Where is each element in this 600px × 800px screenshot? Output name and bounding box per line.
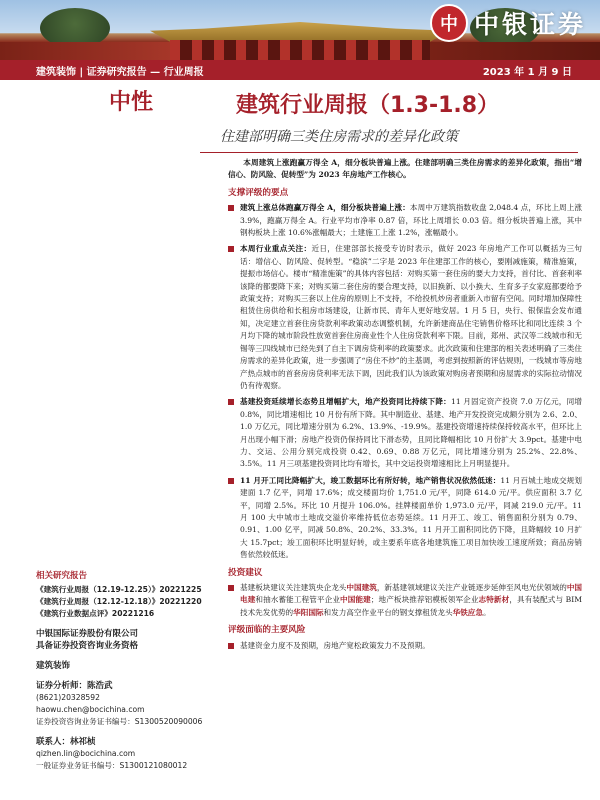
analyst-cert: 证券投资咨询业务证书编号：S1300520090006 <box>36 717 203 726</box>
point-item <box>228 396 582 470</box>
section-title-stocks: 投资建议 <box>228 567 263 578</box>
stock-name: 中国能建 <box>340 595 371 605</box>
point-body: 本周中万建筑指数收盘 2,048.4 点，环比上周上涨 3.9%，跑赢万得全 A。行业平均市净率 0.87 倍，环比上周增长 0.03 倍。细分板块普遍上涨，其中钢构板块上涨 10.6%涨幅最大；土建施工上涨 1.2%，涨幅最小。 <box>240 203 582 238</box>
stock-text: ；地产板块推荐铝模板领军企业 <box>370 595 479 605</box>
analyst-name: 证券分析师：陈浩武 <box>36 681 113 691</box>
stock-text: 和发力高空作业平台的钢支撑租赁龙头 <box>323 607 453 617</box>
main-content <box>228 157 582 656</box>
stock-name: 中国电建 <box>240 583 583 605</box>
title-divider <box>200 152 578 153</box>
sidebar <box>36 570 204 772</box>
breadcrumb-bar <box>0 60 600 80</box>
analyst-email[interactable]: haowu.chen@bocichina.com <box>36 705 145 714</box>
industry-label: 建筑装饰 <box>36 661 71 671</box>
related-report-link[interactable]: 《建筑行业周报（12.12-12.18）》20221220 <box>36 597 202 606</box>
bullet-square-icon <box>228 478 234 484</box>
point-head: 本周行业重点关注： <box>240 244 312 254</box>
header-banner <box>0 0 600 60</box>
stock-text: 和抽水蓄能工程管平企业 <box>255 595 341 605</box>
related-report-link[interactable]: 《建筑行业周报（12.19-12.25）》20221225 <box>36 585 202 594</box>
report-date: 2023 年 1 月 9 日 <box>482 66 572 78</box>
contact-cert: 一般证券业务证书编号：S1300121080012 <box>36 761 188 770</box>
section-title-risks: 评级面临的主要风险 <box>228 625 306 636</box>
stock-text: 。 <box>483 607 491 617</box>
section-title-points: 支撑评级的要点 <box>228 187 289 198</box>
risk-item <box>228 640 582 652</box>
point-head: 基建投资延续增长态势且增幅扩大，地产投资同比持续下降： <box>240 397 451 407</box>
page-subtitle: 住建部明确三类住房需求的差异化政策 <box>220 129 458 145</box>
risk-text: 基建资金力度不及预期，房地产宽松政策发力不及预期。 <box>240 640 430 650</box>
lead-summary: 本周建筑上涨跑赢万得全 A，细分板块普遍上涨。住建部明确三类住房需求的差异化政策，指出“增信心、防风险、促转型”为 2023 年房地产工作核心。 <box>228 158 582 180</box>
stock-recommendation <box>228 582 582 619</box>
contact-name: 联系人：林祁桢 <box>36 737 96 747</box>
analyst-phone: (8621)20328592 <box>36 693 100 702</box>
stock-name: 华铁应急 <box>452 607 483 617</box>
stock-name: 华阳国际 <box>293 607 324 617</box>
bullet-square-icon <box>228 585 234 591</box>
brand-name: 中银证券 <box>473 10 586 39</box>
point-head: 建筑上涨总体跑赢万得全 A，细分板块普遍上涨： <box>240 203 410 213</box>
rating-badge: 中性 <box>108 90 153 115</box>
brand-logo <box>430 4 586 42</box>
related-reports-heading: 相关研究报告 <box>36 571 88 581</box>
point-item <box>228 202 582 239</box>
banner-palace-columns <box>170 40 430 60</box>
point-head: 11 月开工同比降幅扩大，竣工数据环比有所好转，地产销售状况依然低迷： <box>240 475 501 485</box>
bullet-square-icon <box>228 205 234 211</box>
org-qualification: 具备证券投资咨询业务资格 <box>36 641 139 651</box>
point-item <box>228 475 582 562</box>
stock-name: 志特新材 <box>478 595 510 605</box>
point-body: 11 月固定资产投资 7.0 万亿元，同增 0.8%，同比增速相比 10 月份有所下降。其中制造业、基建、地产开发投资完成额分别为 2.6、2.0、1.0 万亿元，同比增速分别为 6.2%、13.9%、-19.9%。基建投资增速持续保持较高水平，但环比上月出现小幅下滑；房地产投资仍保持同比下滑态势，且同比降幅相比 10 月份扩大 3.9pct。基建中电力、交运、公用分别完成投资 0.42、0.69、0.88 万亿元，同比增速分别为 25.2%、22.8%、3.5%。11 月三项基建投资同比均有增长，其中交运投资增速相比上月明显提升。 <box>240 397 582 469</box>
page-title: 建筑行业周报（1.3-1.8） <box>236 93 500 118</box>
stock-text: 基建板块建议关注建筑央企龙头 <box>240 583 347 592</box>
breadcrumb: 建筑装饰 | 证券研究报告 — 行业周报 <box>36 66 204 78</box>
stock-text: ，具有装配式与 BIM 技术先发优势的 <box>240 595 583 617</box>
bullet-square-icon <box>228 246 234 252</box>
point-item <box>228 243 582 392</box>
brand-mark-icon: 中 <box>430 4 468 42</box>
bullet-square-icon <box>228 643 234 649</box>
contact-email[interactable]: qizhen.lin@bocichina.com <box>36 749 136 758</box>
stock-name: 中国建筑 <box>346 583 377 592</box>
bullet-square-icon <box>228 399 234 405</box>
org-name: 中银国际证券股份有限公司 <box>36 629 139 639</box>
related-report-link[interactable]: 《建筑行业数据点评》20221216 <box>36 609 155 618</box>
point-body: 11 月百城土地成交规划建面 1.7 亿平，同增 17.6%；成交楼面均价 1,751.0 元/平，同降 614.0 元/平。供应面积 3.7 亿平，同增 2.5%。环比 10 月提升 106.0%。挂牌楼面单价 1,973.0 元/平，同减 219.0 元/平。11 月 100 大中城市土地成交溢价率维持低位态势延续。11 月开工、竣工、销售面积分别为 0.79、0.91、1.00 亿平，同减 50.8%、20.2%、33.3%。11 月开工面积同比仍下降，且降幅较 10 月扩大 15.7pct；竣工面积环比明显好转，或主要系年底各地建筑施工项目加快竣工速度所致；商品房销售依然较低迷。 <box>240 475 582 560</box>
point-body: 近日，住建部部长接受专访时表示，做好 2023 年房地产工作可以概括为三句话：增信心、防风险、促转型。“稳滨”二字是 2023 年住建部工作的核心，要刚减施策，精准施策，提振市场信心。楼市“精准施策”的具体内容包括：对购买第一套住房的要大力支持，首付比、首套利率该降的都要降下来；对购买第二套住房的要合理支持，以旧换新、以小换大、生育多子女家庭都要给予政策支持；对购买三套以上住房的原则上不支持，不给投机炒房者重新入市留有空间。同时增加保障性租赁住房供给和长租房市场建设，让新市民、青年人更好地安居。1 月 5 日，央行、银保监会发布通知，决定建立首套住房贷款利率政策动态调整机制，允许新建商品住宅销售价格环比和同比连续 3 个月均下降的城市阶段性放宽首套住房商业性个人住房贷款利率下限。目前，郑州、武汉等二线城市和无锡等三四线城市已经先到了自主下调房贷利率的政策要求。此次政策和住建部的相关表述明确了三类住房需求的差异化政策，进一步强调了“房住不炒”的主基调，考虑到按照新的评估规则，一线城市等房地产热点城市的首套房房贷利率无法下调，因此我们认为该政策对购房者预期和房屋需求的实际拉动情况仍有待观察。 <box>240 244 582 390</box>
stock-text: ，新基建领域建议关注产业链逐步延伸至风电光伏领域的 <box>376 583 567 592</box>
